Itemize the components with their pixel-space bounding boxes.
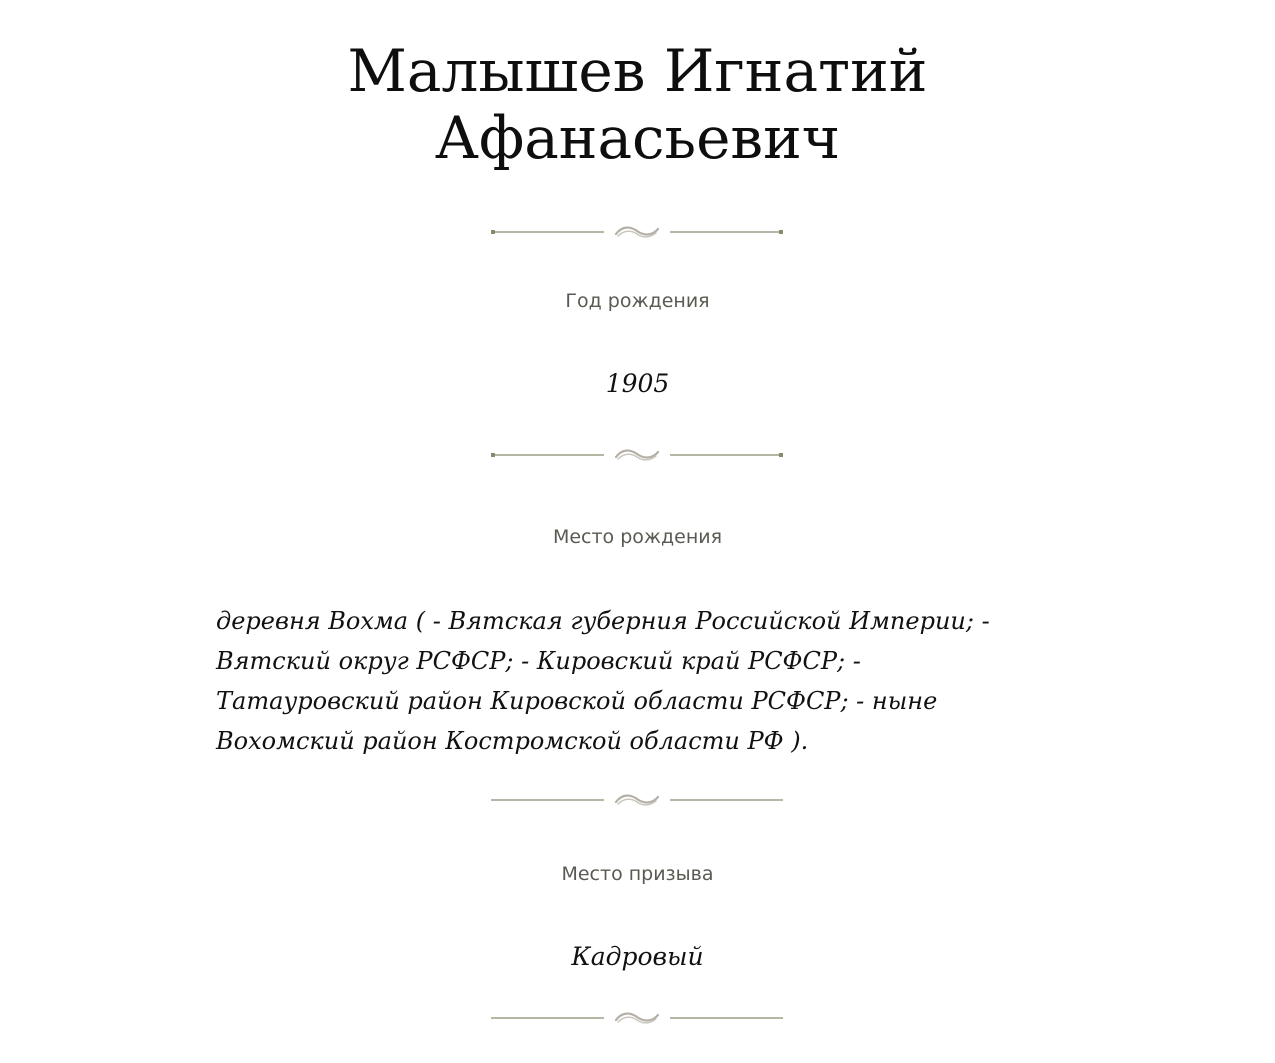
birth-place-label: Место рождения xyxy=(552,526,723,548)
flourish-icon xyxy=(490,448,784,462)
flourish-icon xyxy=(490,1011,784,1025)
person-name-line2: Афанасьевич xyxy=(434,104,841,172)
birth-year-value: 1905 xyxy=(605,369,670,398)
ornament-divider xyxy=(490,793,784,807)
draft-place-label: Место призыва xyxy=(561,863,714,885)
birth-year-label: Год рождения xyxy=(565,290,710,312)
flourish-icon xyxy=(490,225,784,239)
ornament-divider xyxy=(490,225,784,239)
person-name xyxy=(0,38,1275,172)
draft-place-value: Кадровый xyxy=(571,942,704,971)
ornament-divider xyxy=(490,1011,784,1025)
ornament-divider xyxy=(490,448,784,462)
birth-place-value: деревня Вохма ( - Вятская губерния Российской Империи; - Вятский округ РСФСР; - Кировский край РСФСР; - Татауровский район Кировской области РСФСР; - ныне Вохомский район Костромской области РФ ). xyxy=(216,607,990,755)
person-name-line1: Малышев Игнатий xyxy=(347,37,928,105)
flourish-icon xyxy=(490,793,784,807)
